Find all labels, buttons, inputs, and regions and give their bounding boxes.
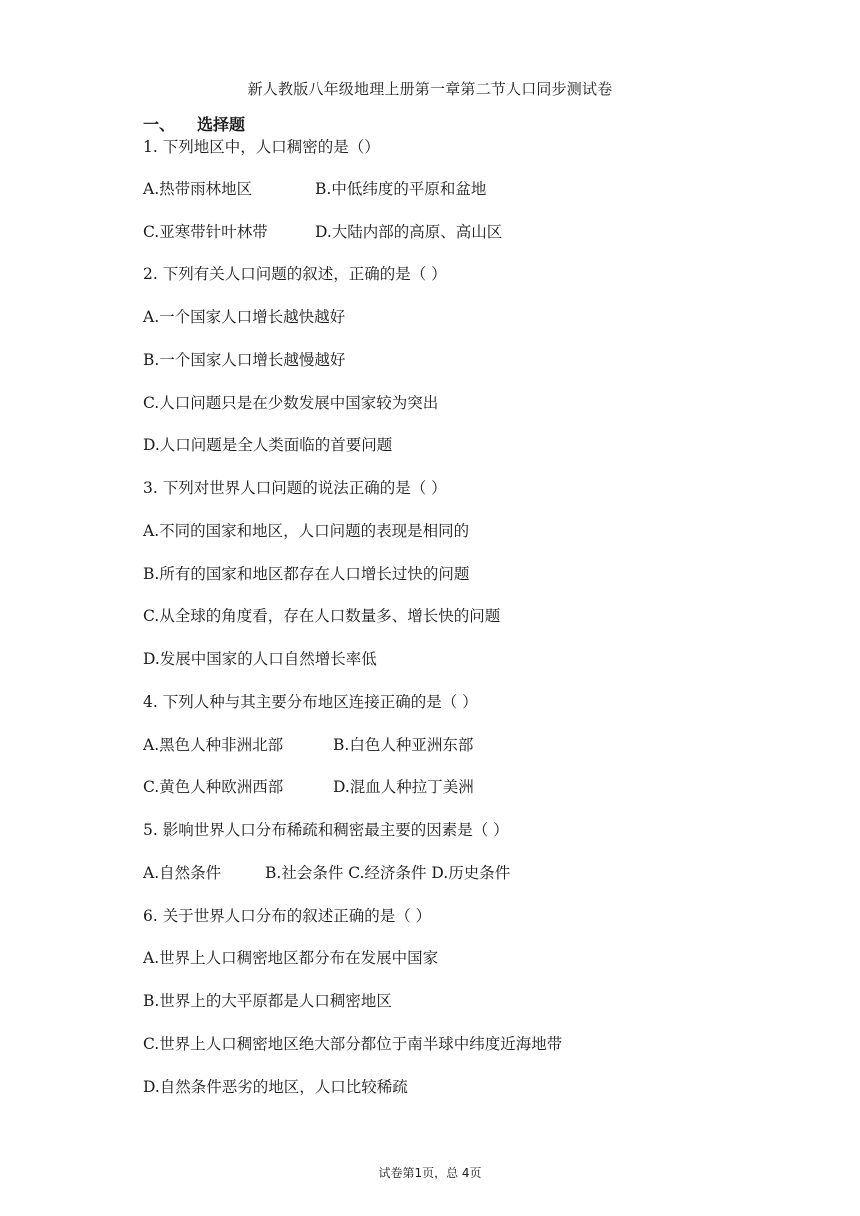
option-d: D.混血人种拉丁美洲	[333, 778, 474, 796]
question-3-option-d: D.发展中国家的人口自然增长率低	[143, 650, 377, 668]
option-a: A.黑色人种非洲北部	[143, 736, 284, 754]
question-4-options-cd	[143, 775, 474, 797]
question-6-option-a: A.世界上人口稠密地区都分布在发展中国家	[143, 949, 439, 967]
question-1: 1. 下列地区中，人口稠密的是（）	[143, 138, 380, 156]
question-6-option-b: B.世界上的大平原都是人口稠密地区	[143, 992, 392, 1010]
option-a: A.自然条件	[143, 864, 222, 882]
question-5: 5. 影响世界人口分布稀疏和稠密最主要的因素是（ ）	[143, 821, 509, 839]
option-c: C.黄色人种欧洲西部	[143, 778, 284, 796]
section-label: 选择题	[197, 115, 246, 134]
question-2: 2. 下列有关人口问题的叙述，正确的是（ ）	[143, 265, 447, 283]
question-3-option-b: B.所有的国家和地区都存在人口增长过快的问题	[143, 565, 470, 583]
question-3: 3. 下列对世界人口问题的说法正确的是（ ）	[143, 479, 447, 497]
options-bcd: B.社会条件 C.经济条件 D.历史条件	[265, 864, 511, 882]
option-b: B.白色人种亚洲东部	[333, 736, 474, 754]
question-1-options-ab	[143, 177, 486, 199]
question-2-option-b: B.一个国家人口增长越慢越好	[143, 351, 346, 369]
document-title: 新人教版八年级地理上册第一章第二节人口同步测试卷	[247, 80, 613, 98]
page-footer: 试卷第1页，总 4页	[378, 1166, 482, 1180]
section-number: 一、	[143, 115, 176, 134]
question-4-options-ab	[143, 733, 473, 755]
question-2-option-d: D.人口问题是全人类面临的首要问题	[143, 436, 393, 454]
question-2-option-a: A.一个国家人口增长越快越好	[143, 308, 346, 326]
question-1-options-cd	[143, 220, 502, 242]
question-5-options	[143, 861, 510, 883]
question-3-option-c: C.从全球的角度看，存在人口数量多、增长快的问题	[143, 607, 501, 625]
option-a: A.热带雨林地区	[143, 180, 253, 198]
question-2-option-c: C.人口问题只是在少数发展中国家较为突出	[143, 394, 439, 412]
option-b: B.中低纬度的平原和盆地	[315, 180, 487, 198]
question-3-option-a: A.不同的国家和地区，人口问题的表现是相同的	[143, 522, 470, 540]
section-heading	[143, 112, 245, 135]
question-6-option-d: D.自然条件恶劣的地区，人口比较稀疏	[143, 1078, 408, 1096]
question-4: 4. 下列人种与其主要分布地区连接正确的是（ ）	[143, 693, 478, 711]
option-c: C.亚寒带针叶林带	[143, 223, 268, 241]
option-d: D.大陆内部的高原、高山区	[315, 223, 503, 241]
question-6: 6. 关于世界人口分布的叙述正确的是（ ）	[143, 907, 432, 925]
question-6-option-c: C.世界上人口稠密地区绝大部分都位于南半球中纬度近海地带	[143, 1035, 563, 1053]
